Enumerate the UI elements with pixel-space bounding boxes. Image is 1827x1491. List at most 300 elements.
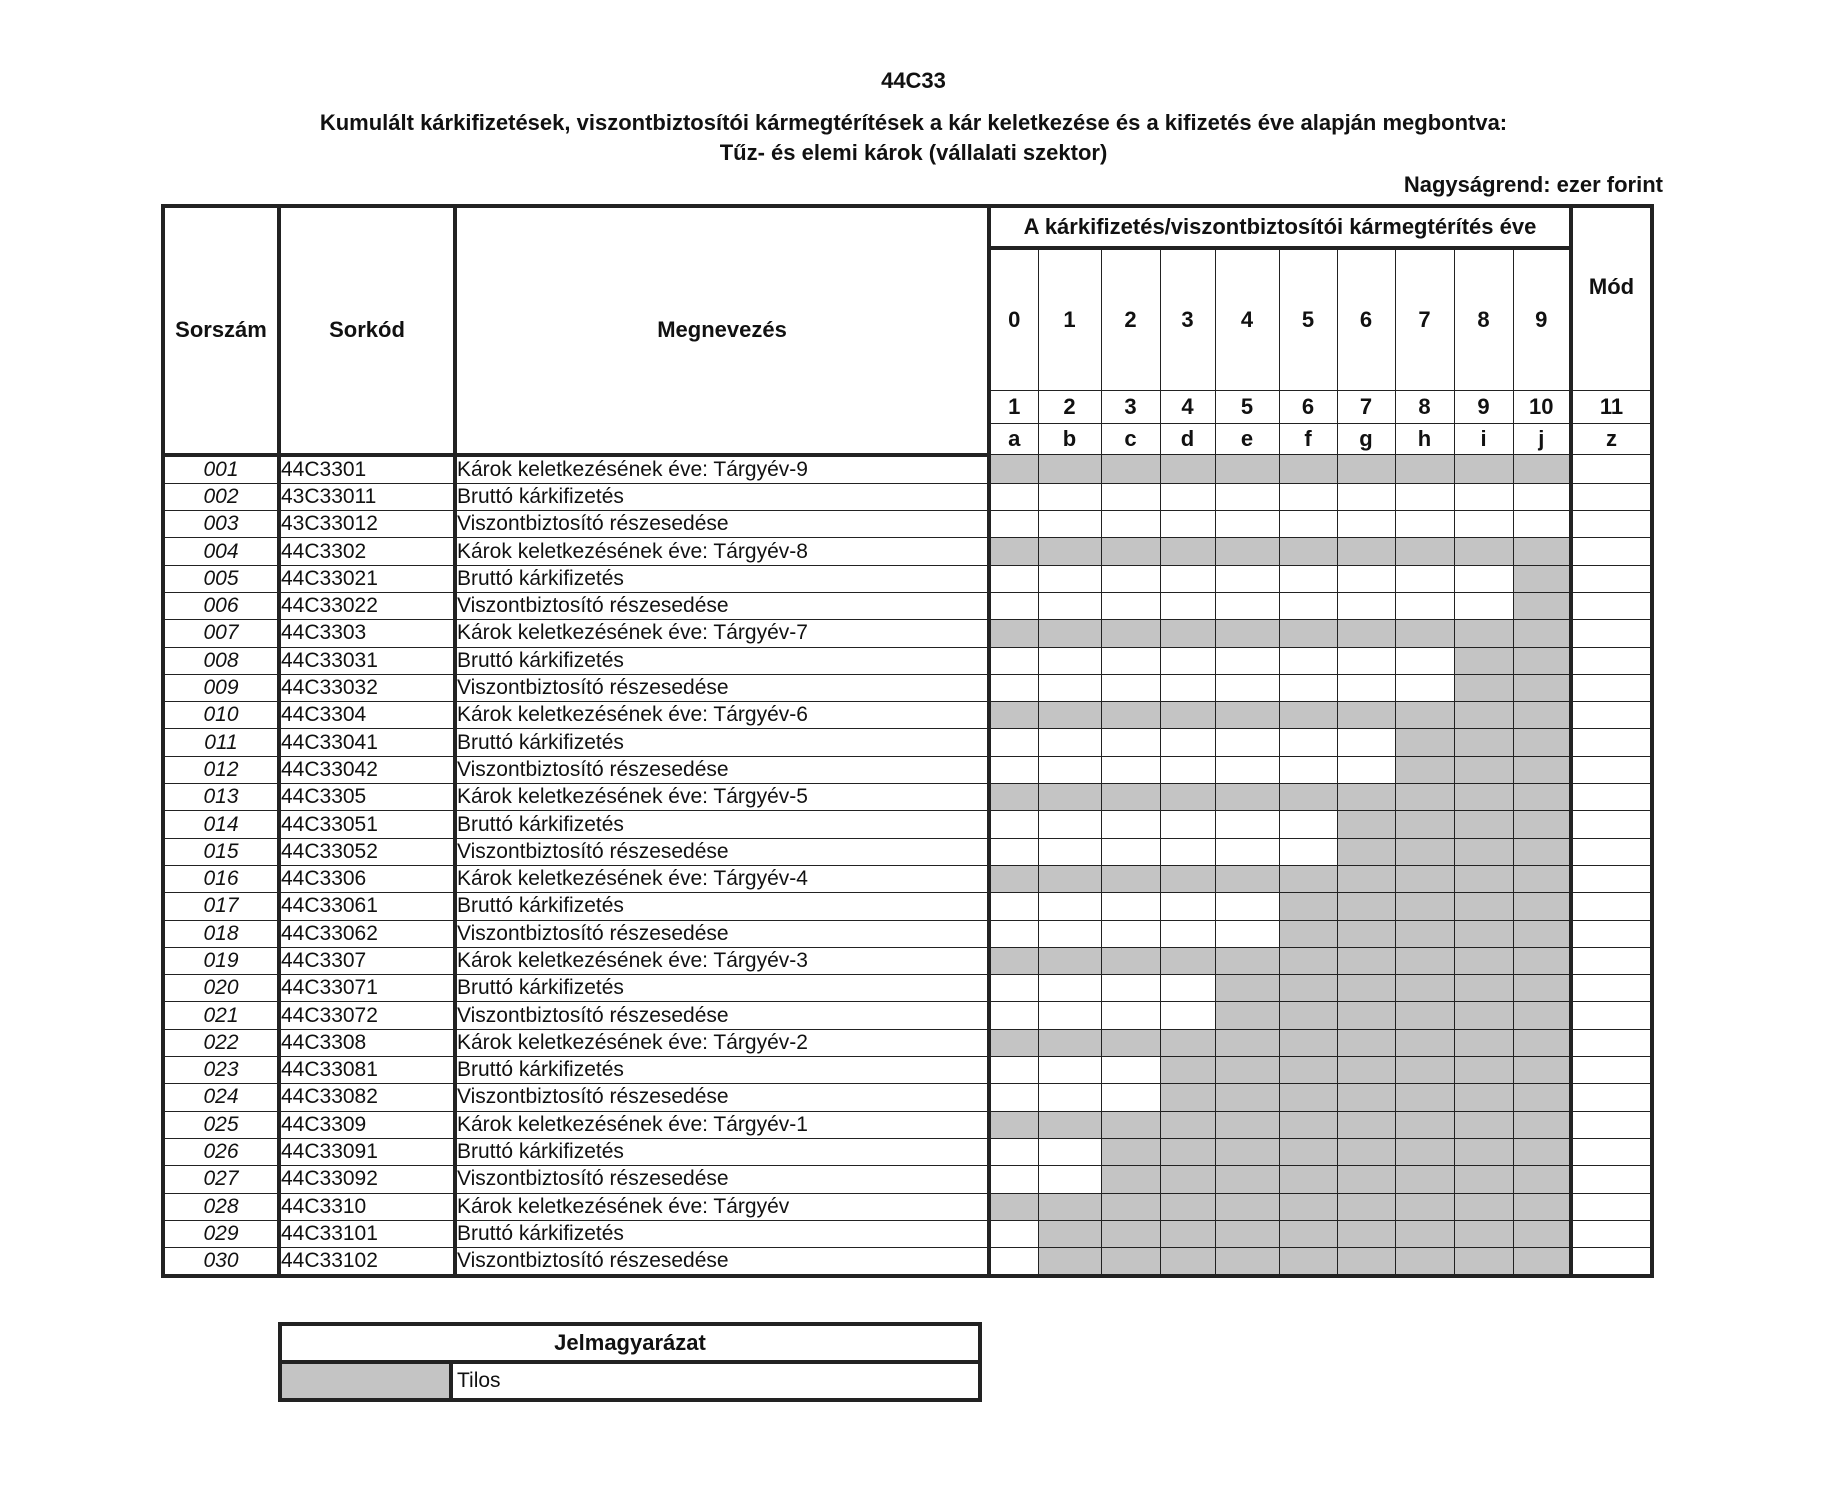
- cell-input[interactable]: [989, 811, 1038, 838]
- cell-input[interactable]: [1337, 483, 1395, 510]
- row-sorszam: 005: [163, 565, 279, 592]
- cell-input[interactable]: [989, 1138, 1038, 1165]
- row-sorszam: 016: [163, 865, 279, 892]
- cell-mod[interactable]: [1571, 1029, 1652, 1056]
- row-megnevezes: Bruttó kárkifizetés: [455, 893, 989, 920]
- row-sorszam: 021: [163, 1002, 279, 1029]
- row-megnevezes: Viszontbiztosító részesedése: [455, 1248, 989, 1277]
- cell-input[interactable]: [989, 1248, 1038, 1277]
- cell-input[interactable]: [1215, 756, 1279, 783]
- row-sorszam: 022: [163, 1029, 279, 1056]
- cell-mod[interactable]: [1571, 647, 1652, 674]
- cell-input[interactable]: [1160, 592, 1215, 619]
- year-digit-0: 0: [989, 248, 1038, 391]
- cell-forbidden: [1279, 1248, 1337, 1277]
- cell-mod[interactable]: [1571, 865, 1652, 892]
- cell-input[interactable]: [1038, 838, 1101, 865]
- cell-input[interactable]: [1160, 483, 1215, 510]
- cell-mod[interactable]: [1571, 592, 1652, 619]
- cell-forbidden: [1038, 1220, 1101, 1247]
- row-sorszam: 029: [163, 1220, 279, 1247]
- cell-input[interactable]: [1038, 1166, 1101, 1193]
- cell-input[interactable]: [1454, 565, 1513, 592]
- cell-input[interactable]: [1038, 1002, 1101, 1029]
- cell-forbidden: [1454, 784, 1513, 811]
- cell-forbidden: [989, 620, 1038, 647]
- cell-input[interactable]: [1101, 1057, 1160, 1084]
- cell-forbidden: [1101, 1166, 1160, 1193]
- col-header-mod: Mód: [1571, 206, 1652, 391]
- cell-forbidden: [989, 1029, 1038, 1056]
- cell-forbidden: [1454, 647, 1513, 674]
- cell-forbidden: [1395, 620, 1454, 647]
- table-row: [163, 483, 1652, 510]
- cell-mod[interactable]: [1571, 1111, 1652, 1138]
- cell-input[interactable]: [1038, 1138, 1101, 1165]
- cell-input[interactable]: [1038, 1057, 1101, 1084]
- cell-forbidden: [1279, 1111, 1337, 1138]
- column-number-2: 2: [1038, 391, 1101, 424]
- cell-mod[interactable]: [1571, 1220, 1652, 1247]
- cell-forbidden: [1395, 865, 1454, 892]
- cell-forbidden: [1454, 1138, 1513, 1165]
- cell-forbidden: [1215, 1166, 1279, 1193]
- cell-mod[interactable]: [1571, 702, 1652, 729]
- cell-mod[interactable]: [1571, 1002, 1652, 1029]
- cell-input[interactable]: [1038, 674, 1101, 701]
- cell-input[interactable]: [1454, 592, 1513, 619]
- cell-input[interactable]: [1160, 1002, 1215, 1029]
- cell-forbidden: [1101, 865, 1160, 892]
- cell-input[interactable]: [1101, 511, 1160, 538]
- cell-input[interactable]: [1337, 565, 1395, 592]
- cell-forbidden: [1160, 620, 1215, 647]
- cell-forbidden: [1513, 893, 1571, 920]
- cell-forbidden: [1160, 1084, 1215, 1111]
- cell-input[interactable]: [1101, 565, 1160, 592]
- row-megnevezes: Viszontbiztosító részesedése: [455, 920, 989, 947]
- cell-input[interactable]: [1038, 975, 1101, 1002]
- cell-input[interactable]: [1038, 647, 1101, 674]
- cell-input[interactable]: [1279, 729, 1337, 756]
- cell-forbidden: [1337, 1248, 1395, 1277]
- cell-input[interactable]: [1215, 565, 1279, 592]
- cell-forbidden: [1513, 1057, 1571, 1084]
- table-row: [163, 1166, 1652, 1193]
- cell-input[interactable]: [1101, 975, 1160, 1002]
- cell-forbidden: [1513, 592, 1571, 619]
- cell-forbidden: [1038, 1111, 1101, 1138]
- row-megnevezes: Viszontbiztosító részesedése: [455, 838, 989, 865]
- column-letter-i: i: [1454, 424, 1513, 455]
- cell-input[interactable]: [1038, 592, 1101, 619]
- row-sorkod: 44C33081: [279, 1057, 455, 1084]
- cell-mod[interactable]: [1571, 1138, 1652, 1165]
- row-megnevezes: Károk keletkezésének éve: Tárgyév-3: [455, 947, 989, 974]
- table-row: [163, 838, 1652, 865]
- cell-input[interactable]: [1337, 647, 1395, 674]
- row-megnevezes: Viszontbiztosító részesedése: [455, 592, 989, 619]
- cell-mod[interactable]: [1571, 620, 1652, 647]
- cell-mod[interactable]: [1571, 975, 1652, 1002]
- cell-input[interactable]: [1215, 838, 1279, 865]
- cell-input[interactable]: [1101, 483, 1160, 510]
- row-sorszam: 010: [163, 702, 279, 729]
- cell-forbidden: [1395, 1248, 1454, 1277]
- cell-forbidden: [1101, 1111, 1160, 1138]
- cell-input[interactable]: [1160, 920, 1215, 947]
- table-row: [163, 893, 1652, 920]
- cell-input[interactable]: [1513, 511, 1571, 538]
- cell-input[interactable]: [989, 975, 1038, 1002]
- cell-input[interactable]: [1279, 647, 1337, 674]
- cell-forbidden: [1279, 620, 1337, 647]
- cell-mod[interactable]: [1571, 1193, 1652, 1220]
- cell-input[interactable]: [1215, 592, 1279, 619]
- cell-forbidden: [1101, 620, 1160, 647]
- cell-forbidden: [1101, 1138, 1160, 1165]
- table-header: [163, 206, 1652, 455]
- cell-input[interactable]: [1160, 893, 1215, 920]
- cell-forbidden: [1160, 947, 1215, 974]
- row-sorszam: 004: [163, 538, 279, 565]
- table-row: [163, 592, 1652, 619]
- cell-input[interactable]: [1038, 511, 1101, 538]
- cell-forbidden: [1279, 1057, 1337, 1084]
- cell-input[interactable]: [1038, 756, 1101, 783]
- cell-input[interactable]: [1454, 511, 1513, 538]
- row-megnevezes: Viszontbiztosító részesedése: [455, 1166, 989, 1193]
- cell-input[interactable]: [1101, 1002, 1160, 1029]
- cell-forbidden: [1101, 1193, 1160, 1220]
- year-digit-2: 2: [1101, 248, 1160, 391]
- cell-input[interactable]: [1279, 483, 1337, 510]
- cell-forbidden: [1101, 455, 1160, 484]
- row-sorkod: 44C3301: [279, 455, 455, 484]
- cell-input[interactable]: [1038, 893, 1101, 920]
- cell-input[interactable]: [1337, 511, 1395, 538]
- cell-input[interactable]: [1215, 893, 1279, 920]
- cell-forbidden: [1395, 811, 1454, 838]
- cell-input[interactable]: [1038, 811, 1101, 838]
- cell-forbidden: [1513, 565, 1571, 592]
- cell-input[interactable]: [1215, 674, 1279, 701]
- cell-forbidden: [1215, 538, 1279, 565]
- cell-forbidden: [1160, 1248, 1215, 1277]
- cell-input[interactable]: [989, 592, 1038, 619]
- cell-forbidden: [1454, 729, 1513, 756]
- cell-mod[interactable]: [1571, 838, 1652, 865]
- row-sorkod: 44C3304: [279, 702, 455, 729]
- cell-forbidden: [1279, 1138, 1337, 1165]
- column-letter-e: e: [1215, 424, 1279, 455]
- cell-forbidden: [1513, 1193, 1571, 1220]
- cell-input[interactable]: [1038, 483, 1101, 510]
- row-megnevezes: Károk keletkezésének éve: Tárgyév: [455, 1193, 989, 1220]
- col-header-sorszam: Sorszám: [163, 206, 279, 455]
- cell-input[interactable]: [1160, 565, 1215, 592]
- cell-input[interactable]: [1215, 483, 1279, 510]
- cell-forbidden: [1513, 1029, 1571, 1056]
- cell-mod[interactable]: [1571, 565, 1652, 592]
- cell-mod[interactable]: [1571, 729, 1652, 756]
- cell-input[interactable]: [989, 483, 1038, 510]
- cell-mod[interactable]: [1571, 455, 1652, 484]
- cell-input[interactable]: [1215, 729, 1279, 756]
- cell-mod[interactable]: [1571, 674, 1652, 701]
- cell-forbidden: [1395, 947, 1454, 974]
- column-number-8: 8: [1395, 391, 1454, 424]
- cell-mod[interactable]: [1571, 1166, 1652, 1193]
- cell-input[interactable]: [989, 729, 1038, 756]
- cell-forbidden: [1101, 1248, 1160, 1277]
- cell-input[interactable]: [1101, 592, 1160, 619]
- cell-input[interactable]: [989, 1057, 1038, 1084]
- cell-forbidden: [1454, 838, 1513, 865]
- column-letter-z: z: [1571, 424, 1652, 455]
- cell-forbidden: [1454, 1111, 1513, 1138]
- cell-input[interactable]: [1160, 729, 1215, 756]
- cell-mod[interactable]: [1571, 538, 1652, 565]
- cell-input[interactable]: [989, 838, 1038, 865]
- cell-mod[interactable]: [1571, 1084, 1652, 1111]
- cell-input[interactable]: [989, 511, 1038, 538]
- cell-forbidden: [1337, 1138, 1395, 1165]
- cell-input[interactable]: [1101, 1084, 1160, 1111]
- cell-forbidden: [1513, 920, 1571, 947]
- cell-input[interactable]: [1038, 565, 1101, 592]
- row-megnevezes: Bruttó kárkifizetés: [455, 811, 989, 838]
- cell-forbidden: [1395, 455, 1454, 484]
- cell-forbidden: [1454, 1002, 1513, 1029]
- cell-forbidden: [1395, 702, 1454, 729]
- cell-input[interactable]: [1160, 674, 1215, 701]
- cell-input[interactable]: [989, 674, 1038, 701]
- cell-input[interactable]: [1279, 811, 1337, 838]
- cell-forbidden: [1279, 947, 1337, 974]
- cell-input[interactable]: [1101, 893, 1160, 920]
- cell-mod[interactable]: [1571, 756, 1652, 783]
- table-row: [163, 784, 1652, 811]
- table-row: [163, 674, 1652, 701]
- form-code: 44C33: [881, 68, 946, 93]
- cell-forbidden: [1160, 1111, 1215, 1138]
- column-letter-h: h: [1395, 424, 1454, 455]
- cell-input[interactable]: [989, 647, 1038, 674]
- cell-input[interactable]: [989, 920, 1038, 947]
- cell-input[interactable]: [1101, 838, 1160, 865]
- cell-input[interactable]: [1101, 920, 1160, 947]
- column-letter-f: f: [1279, 424, 1337, 455]
- cell-input[interactable]: [1337, 756, 1395, 783]
- cell-forbidden: [1279, 920, 1337, 947]
- cell-input[interactable]: [1395, 592, 1454, 619]
- row-megnevezes: Károk keletkezésének éve: Tárgyév-8: [455, 538, 989, 565]
- cell-forbidden: [1215, 1002, 1279, 1029]
- cell-mod[interactable]: [1571, 784, 1652, 811]
- cell-input[interactable]: [1101, 756, 1160, 783]
- cell-input[interactable]: [1395, 483, 1454, 510]
- cell-mod[interactable]: [1571, 511, 1652, 538]
- cell-input[interactable]: [1160, 975, 1215, 1002]
- row-sorszam: 011: [163, 729, 279, 756]
- cell-input[interactable]: [1279, 565, 1337, 592]
- cell-forbidden: [1101, 702, 1160, 729]
- cell-input[interactable]: [1215, 920, 1279, 947]
- cell-mod[interactable]: [1571, 1248, 1652, 1277]
- cell-input[interactable]: [1101, 811, 1160, 838]
- cell-forbidden: [1513, 811, 1571, 838]
- cell-forbidden: [1160, 1193, 1215, 1220]
- cell-forbidden: [1513, 975, 1571, 1002]
- cell-input[interactable]: [1215, 647, 1279, 674]
- cell-mod[interactable]: [1571, 947, 1652, 974]
- cell-forbidden: [1513, 538, 1571, 565]
- cell-input[interactable]: [989, 1084, 1038, 1111]
- row-megnevezes: Bruttó kárkifizetés: [455, 1057, 989, 1084]
- table-row: [163, 455, 1652, 484]
- year-digit-9: 9: [1513, 248, 1571, 391]
- col-group-header-year: A kárkifizetés/viszontbiztosítói kármegtérítés éve: [989, 206, 1571, 248]
- cell-input[interactable]: [1215, 811, 1279, 838]
- cell-mod[interactable]: [1571, 1057, 1652, 1084]
- row-sorszam: 012: [163, 756, 279, 783]
- column-number-7: 7: [1337, 391, 1395, 424]
- row-sorkod: 44C33102: [279, 1248, 455, 1277]
- cell-forbidden: [1215, 620, 1279, 647]
- cell-forbidden: [1215, 1084, 1279, 1111]
- cell-forbidden: [1215, 702, 1279, 729]
- cell-input[interactable]: [989, 756, 1038, 783]
- row-sorkod: 44C33091: [279, 1138, 455, 1165]
- cell-input[interactable]: [1160, 838, 1215, 865]
- cell-forbidden: [989, 784, 1038, 811]
- cell-forbidden: [1513, 1166, 1571, 1193]
- row-sorkod: 44C3307: [279, 947, 455, 974]
- cell-input[interactable]: [989, 893, 1038, 920]
- cell-input[interactable]: [1395, 511, 1454, 538]
- row-sorszam: 006: [163, 592, 279, 619]
- cell-forbidden: [1038, 947, 1101, 974]
- cell-input[interactable]: [1513, 483, 1571, 510]
- cell-forbidden: [1279, 1084, 1337, 1111]
- cell-input[interactable]: [1395, 565, 1454, 592]
- row-sorkod: 44C33022: [279, 592, 455, 619]
- cell-input[interactable]: [1454, 483, 1513, 510]
- cell-forbidden: [1215, 1138, 1279, 1165]
- cell-input[interactable]: [1337, 592, 1395, 619]
- row-sorkod: 44C3306: [279, 865, 455, 892]
- year-digit-3: 3: [1160, 248, 1215, 391]
- cell-forbidden: [1395, 538, 1454, 565]
- cell-input[interactable]: [1279, 756, 1337, 783]
- cell-forbidden: [1279, 455, 1337, 484]
- row-sorszam: 009: [163, 674, 279, 701]
- cell-forbidden: [1395, 1193, 1454, 1220]
- cell-mod[interactable]: [1571, 893, 1652, 920]
- cell-input[interactable]: [1101, 647, 1160, 674]
- cell-input[interactable]: [989, 1166, 1038, 1193]
- row-sorszam: 014: [163, 811, 279, 838]
- cell-forbidden: [1337, 1111, 1395, 1138]
- cell-input[interactable]: [1337, 729, 1395, 756]
- cell-input[interactable]: [1395, 647, 1454, 674]
- cell-forbidden: [1101, 1029, 1160, 1056]
- cell-forbidden: [989, 455, 1038, 484]
- row-sorkod: 44C3309: [279, 1111, 455, 1138]
- cell-forbidden: [1101, 784, 1160, 811]
- cell-forbidden: [1337, 865, 1395, 892]
- cell-forbidden: [1337, 1002, 1395, 1029]
- cell-forbidden: [1395, 1084, 1454, 1111]
- cell-forbidden: [1454, 702, 1513, 729]
- cell-input[interactable]: [1279, 838, 1337, 865]
- cell-input[interactable]: [1101, 674, 1160, 701]
- cell-forbidden: [1513, 838, 1571, 865]
- cell-forbidden: [1038, 1029, 1101, 1056]
- row-sorszam: 003: [163, 511, 279, 538]
- column-letter-c: c: [1101, 424, 1160, 455]
- row-sorszam: 002: [163, 483, 279, 510]
- cell-input[interactable]: [1395, 674, 1454, 701]
- cell-mod[interactable]: [1571, 811, 1652, 838]
- row-sorszam: 007: [163, 620, 279, 647]
- cell-input[interactable]: [1038, 729, 1101, 756]
- cell-input[interactable]: [1160, 511, 1215, 538]
- cell-input[interactable]: [1160, 756, 1215, 783]
- cell-input[interactable]: [989, 565, 1038, 592]
- cell-input[interactable]: [989, 1220, 1038, 1247]
- cell-input[interactable]: [1279, 511, 1337, 538]
- cell-input[interactable]: [1337, 674, 1395, 701]
- cell-input[interactable]: [1279, 592, 1337, 619]
- cell-input[interactable]: [1038, 1084, 1101, 1111]
- unit-note: Nagyságrend: ezer forint: [1403, 172, 1663, 197]
- row-sorkod: 44C33082: [279, 1084, 455, 1111]
- cell-forbidden: [1454, 1193, 1513, 1220]
- cell-forbidden: [1337, 1029, 1395, 1056]
- cell-forbidden: [989, 538, 1038, 565]
- column-letter-g: g: [1337, 424, 1395, 455]
- cell-input[interactable]: [1279, 674, 1337, 701]
- table-row: [163, 729, 1652, 756]
- cell-forbidden: [1215, 784, 1279, 811]
- column-letter-j: j: [1513, 424, 1571, 455]
- cell-mod[interactable]: [1571, 483, 1652, 510]
- cell-forbidden: [1395, 1029, 1454, 1056]
- row-megnevezes: Károk keletkezésének éve: Tárgyév-4: [455, 865, 989, 892]
- cell-forbidden: [1215, 1220, 1279, 1247]
- row-sorszam: 020: [163, 975, 279, 1002]
- row-sorszam: 024: [163, 1084, 279, 1111]
- cell-forbidden: [1160, 1138, 1215, 1165]
- cell-input[interactable]: [1160, 647, 1215, 674]
- table-row: [163, 947, 1652, 974]
- row-sorszam: 017: [163, 893, 279, 920]
- cell-input[interactable]: [1160, 811, 1215, 838]
- cell-forbidden: [1038, 620, 1101, 647]
- cell-input[interactable]: [1038, 920, 1101, 947]
- cell-forbidden: [1038, 538, 1101, 565]
- cell-input[interactable]: [1215, 511, 1279, 538]
- cell-input[interactable]: [1101, 729, 1160, 756]
- cell-input[interactable]: [989, 1002, 1038, 1029]
- cell-forbidden: [1513, 702, 1571, 729]
- table-row: [163, 975, 1652, 1002]
- column-letter-d: d: [1160, 424, 1215, 455]
- column-letter-a: a: [989, 424, 1038, 455]
- cell-mod[interactable]: [1571, 920, 1652, 947]
